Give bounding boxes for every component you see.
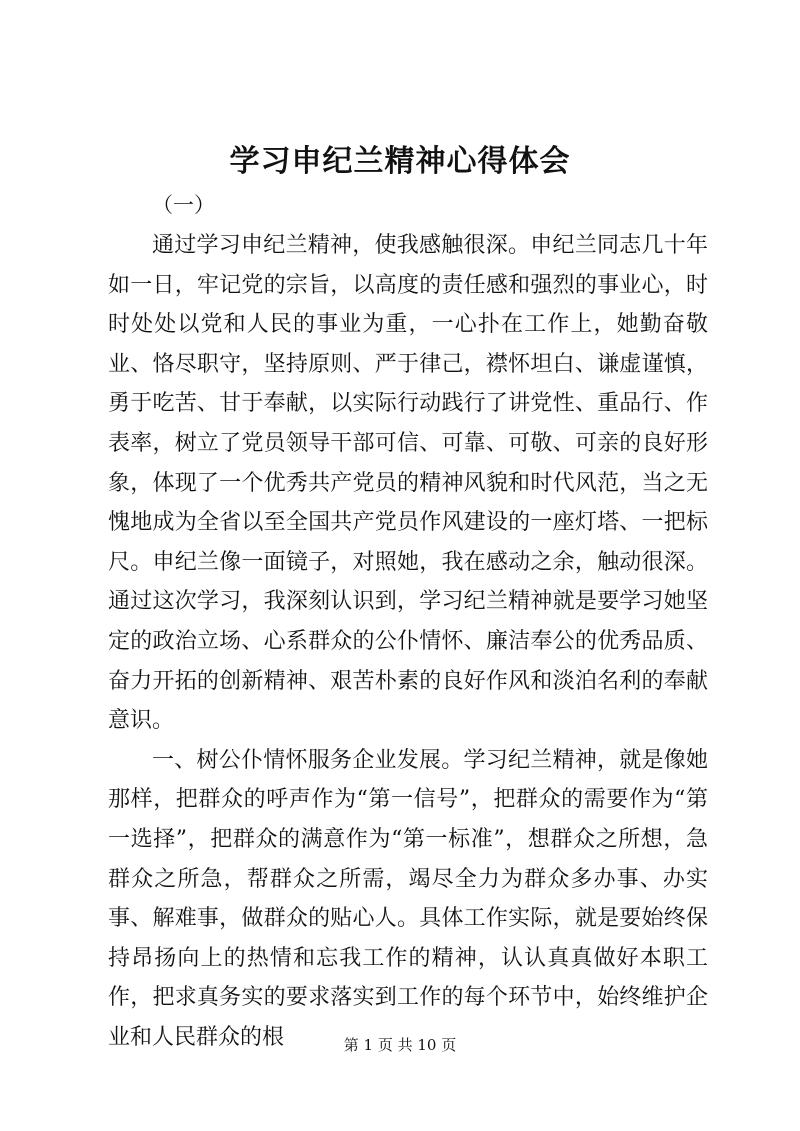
section-marker: （一） bbox=[152, 193, 215, 217]
document-title: 学习申纪兰精神心得体会 bbox=[229, 144, 571, 179]
page-footer: 第 1 页 共 10 页 bbox=[343, 1036, 457, 1054]
paragraph-2: 一、树公仆情怀服务企业发展。学习纪兰精神，就是像她那样，把群众的呼声作为“第一信号”，把群众的需要作为“第一选择”，把群众的满意作为“第一标准”，想群众之所想，急群众之所急，帮群众之所需，竭尽全力为群众多办事、办实事、解难事，做群众的贴心人。具体工作实际，就是要始终保持昂扬向上的热情和忘我工作的精神，认认真真做好本职工作，把求真务实的要求落实到工作的每个环节中，始终维护企业和人民群众的根 bbox=[108, 747, 708, 1050]
document-body bbox=[108, 226, 708, 1057]
paragraph-1: 通过学习申纪兰精神，使我感触很深。申纪兰同志几十年如一日，牢记党的宗旨，以高度的责任感和强烈的事业心，时时处处以党和人民的事业为重，一心扑在工作上，她勤奋敬业、恪尽职守，坚持原则、严于律己，襟怀坦白、谦虚谨慎，勇于吃苦、甘于奉献，以实际行动践行了讲党性、重品行、作表率，树立了党员领导干部可信、可靠、可敬、可亲的良好形象，体现了一个优秀共产党员的精神风貌和时代风范，当之无愧地成为全省以至全国共产党员作风建设的一座灯塔、一把标尺。申纪兰像一面镜子，对照她，我在感动之余，触动很深。通过这次学习，我深刻认识到，学习纪兰精神就是要学习她坚定的政治立场、心系群众的公仆情怀、廉洁奉公的优秀品质、奋力开拓的创新精神、艰苦朴素的良好作风和淡泊名利的奉献意识。 bbox=[108, 233, 708, 734]
